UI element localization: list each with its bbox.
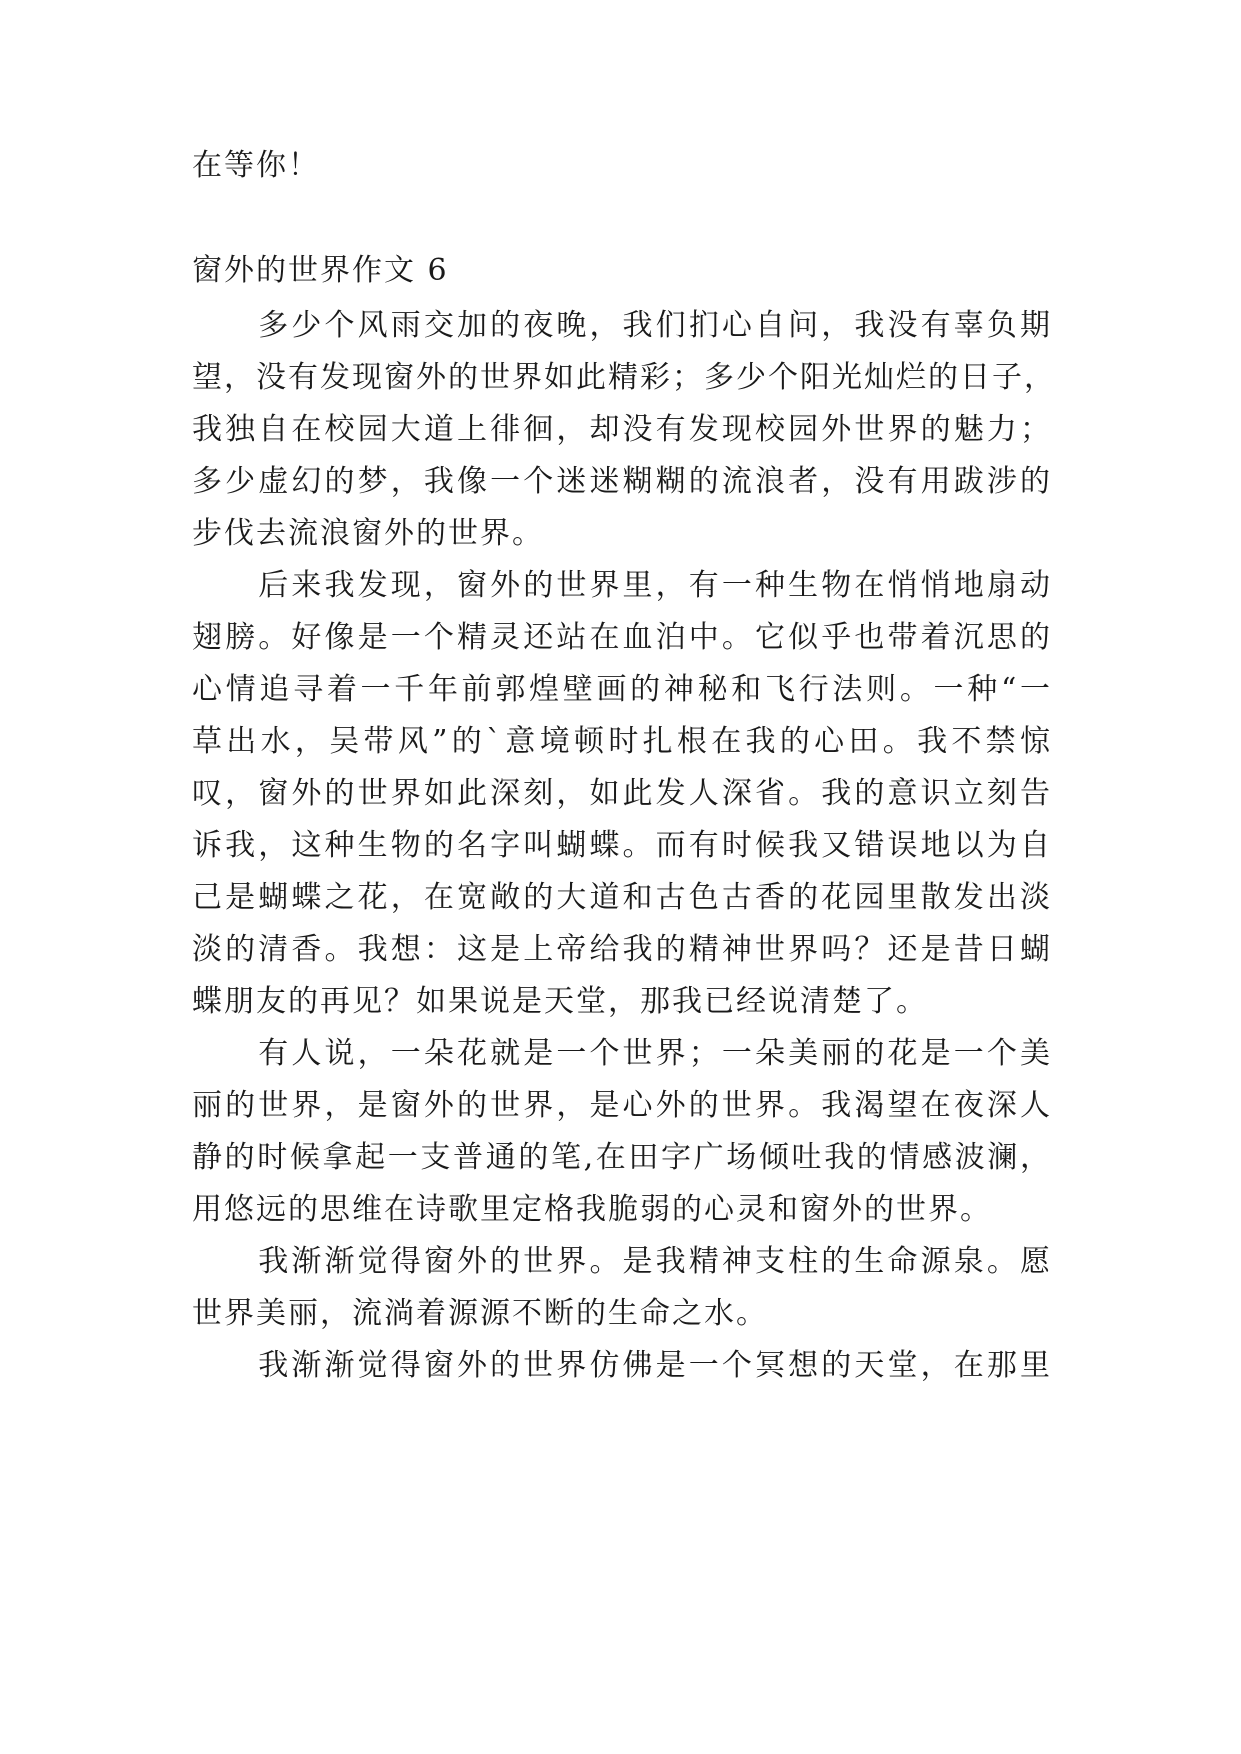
body-line: 多少虚幻的梦，我像一个迷迷糊糊的流浪者，没有用跋涉的 [192, 464, 1052, 499]
body-line: 步伐去流浪窗外的世界。 [192, 516, 544, 551]
body-line: 世界美丽，流淌着源源不断的生命之水。 [192, 1296, 768, 1331]
body-line: 我独自在校园大道上徘徊，却没有发现校园外世界的魅力； [192, 412, 1052, 447]
body-line: 淡的清香。我想：这是上帝给我的精神世界吗？还是昔日蝴 [192, 932, 1052, 967]
body-line: 蝶朋友的再见？如果说是天堂，那我已经说清楚了。 [192, 984, 928, 1019]
body-line: 叹，窗外的世界如此深刻，如此发人深省。我的意识立刻告 [192, 776, 1052, 811]
body-line: 心情追寻着一千年前郭煌壁画的神秘和飞行法则。一种“一 [192, 672, 1052, 707]
body-line: 诉我，这种生物的名字叫蝴蝶。而有时候我又错误地以为自 [192, 828, 1052, 863]
body-line: 望，没有发现窗外的世界如此精彩；多少个阳光灿烂的日子， [192, 360, 1056, 395]
body-line: 我渐渐觉得窗外的世界。是我精神支柱的生命源泉。愿 [192, 1244, 1052, 1279]
body-line: 翅膀。好像是一个精灵还站在血泊中。它似乎也带着沉思的 [192, 620, 1052, 655]
previous-page-tail: 在等你！ [192, 148, 320, 183]
body-line: 静的时候拿起一支普通的笔,在田字广场倾吐我的情感波澜， [192, 1140, 1052, 1175]
body-line: 草出水，吴带风”的`意境顿时扎根在我的心田。我不禁惊 [192, 724, 1052, 759]
body-line: 丽的世界，是窗外的世界，是心外的世界。我渴望在夜深人 [192, 1088, 1052, 1123]
body-line: 多少个风雨交加的夜晚，我们扪心自问，我没有辜负期 [192, 308, 1052, 343]
body-line: 后来我发现，窗外的世界里，有一种生物在悄悄地扇动 [192, 568, 1052, 603]
body-line: 有人说，一朵花就是一个世界；一朵美丽的花是一个美 [192, 1036, 1052, 1071]
body-line: 己是蝴蝶之花，在宽敞的大道和古色古香的花园里散发出淡 [192, 880, 1052, 915]
body-line: 用悠远的思维在诗歌里定格我脆弱的心灵和窗外的世界。 [192, 1192, 992, 1227]
essay-heading: 窗外的世界作文 6 [192, 253, 449, 288]
body-line: 我渐渐觉得窗外的世界仿佛是一个冥想的天堂，在那里 [192, 1348, 1052, 1383]
